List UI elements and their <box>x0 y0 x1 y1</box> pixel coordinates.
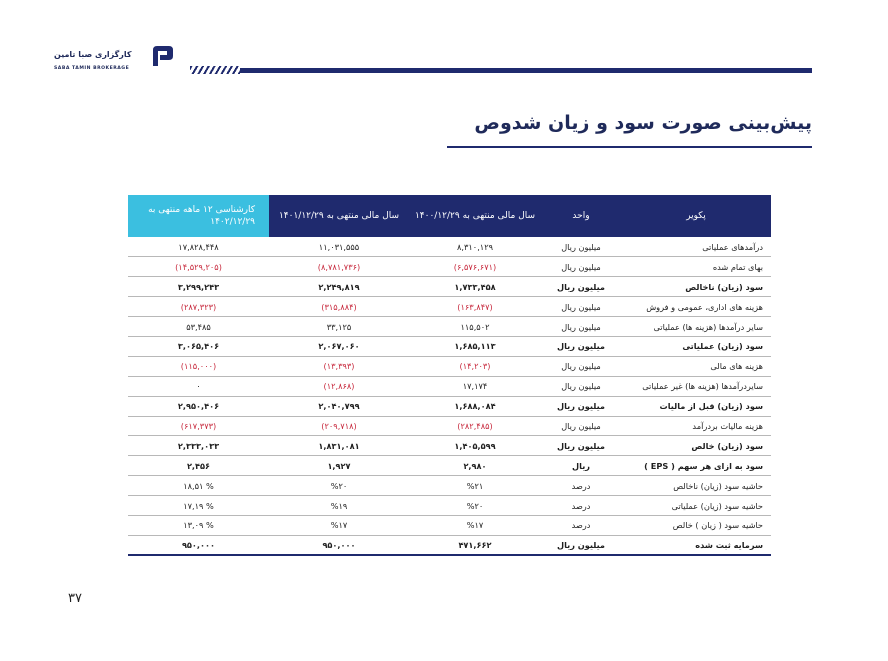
row-unit: میلیون ریال <box>541 277 621 297</box>
table-body <box>128 237 771 555</box>
row-value-1401: (۳۱۵,۸۸۴) <box>269 297 409 317</box>
row-unit: میلیون ریال <box>541 535 621 555</box>
row-value-1402: ۰ <box>128 376 269 396</box>
brand-logo-icon <box>151 44 175 68</box>
row-value-1400: (۱۴,۲۰۳) <box>409 356 541 376</box>
table-row <box>128 476 771 496</box>
row-item-label: حاشیه سود (زیان) عملیاتی <box>621 496 771 516</box>
row-unit: درصد <box>541 476 621 496</box>
row-value-1401: ۱,۹۲۷ <box>269 456 409 476</box>
row-value-1402: (۱۱۵,۰۰۰) <box>128 356 269 376</box>
table-row <box>128 257 771 277</box>
header-bar <box>240 68 812 73</box>
title-underline <box>447 146 812 148</box>
row-unit: میلیون ریال <box>541 317 621 337</box>
row-value-1401: ۲,۰۶۷,۰۶۰ <box>269 336 409 356</box>
row-value-1401: (۲۰۹,۷۱۸) <box>269 416 409 436</box>
table-row <box>128 356 771 376</box>
row-unit: میلیون ریال <box>541 436 621 456</box>
header-expert-1402: کارشناسی ۱۲ ماهه منتهی به ۱۴۰۲/۱۲/۲۹ <box>128 195 269 237</box>
row-value-1400: (۲۸۲,۴۸۵) <box>409 416 541 436</box>
table-row <box>128 535 771 555</box>
row-unit: میلیون ریال <box>541 416 621 436</box>
brand-latin-name: SABA TAMIN BROKERAGE <box>54 66 130 71</box>
row-value-1402: ۱۷,۸۲۸,۴۴۸ <box>128 237 269 257</box>
row-item-label: سود به ازای هر سهم ( EPS ) <box>621 456 771 476</box>
row-value-1401: (۱۲,۸۶۸) <box>269 376 409 396</box>
row-item-label: سایردرآمدها (هزینه ها) غیر عملیاتی <box>621 376 771 396</box>
row-unit: ریال <box>541 456 621 476</box>
table-row <box>128 376 771 396</box>
row-unit: میلیون ریال <box>541 336 621 356</box>
income-forecast-table <box>128 195 771 556</box>
row-value-1402: ۳,۰۶۵,۴۰۶ <box>128 336 269 356</box>
row-value-1400: %۲۱ <box>409 476 541 496</box>
row-value-1400: %۲۰ <box>409 496 541 516</box>
header-year-1400: سال مالی منتهی به ۱۴۰۰/۱۲/۲۹ <box>409 195 541 237</box>
row-unit: میلیون ریال <box>541 376 621 396</box>
row-value-1400: ۱۷,۱۷۴ <box>409 376 541 396</box>
row-item-label: حاشیه سود (زیان) ناخالص <box>621 476 771 496</box>
row-item-label: سایر درآمدها (هزینه ها) عملیاتی <box>621 317 771 337</box>
table-row <box>128 237 771 257</box>
row-value-1400: ۱,۴۰۵,۵۹۹ <box>409 436 541 456</box>
row-value-1401: (۸,۷۸۱,۷۳۶) <box>269 257 409 277</box>
brand-name: کارگزاری صبا تامین <box>54 50 132 59</box>
row-item-label: هزینه های مالی <box>621 356 771 376</box>
header-item: پکویر <box>621 195 771 237</box>
row-value-1400: ۱۱۵,۵۰۲ <box>409 317 541 337</box>
row-value-1402: (۶۱۷,۳۷۳) <box>128 416 269 436</box>
row-value-1400: ۸,۳۱۰,۱۲۹ <box>409 237 541 257</box>
row-item-label: سود (زیان) خالص <box>621 436 771 456</box>
row-item-label: سود (زیان) ناخالص <box>621 277 771 297</box>
table-row <box>128 496 771 516</box>
row-unit: درصد <box>541 515 621 535</box>
table-header-row <box>128 195 771 237</box>
row-value-1401: ۲,۲۴۹,۸۱۹ <box>269 277 409 297</box>
row-value-1400: ۲,۹۸۰ <box>409 456 541 476</box>
row-value-1401: ۹۵۰,۰۰۰ <box>269 535 409 555</box>
header-hatch-decoration <box>190 66 240 74</box>
row-value-1401: ۱,۸۳۱,۰۸۱ <box>269 436 409 456</box>
row-value-1401: %۱۹ <box>269 496 409 516</box>
row-unit: میلیون ریال <box>541 237 621 257</box>
table-row <box>128 396 771 416</box>
row-value-1402: % ۱۳,۰۹ <box>128 515 269 535</box>
table-row <box>128 336 771 356</box>
row-item-label: سود (زیان) عملیاتی <box>621 336 771 356</box>
row-item-label: هزینه مالیات بردرآمد <box>621 416 771 436</box>
row-value-1402: % ۱۷,۱۹ <box>128 496 269 516</box>
row-value-1401: ۲,۰۴۰,۷۹۹ <box>269 396 409 416</box>
page-number: ۳۷ <box>68 591 82 606</box>
row-value-1401: (۱۳,۳۹۳) <box>269 356 409 376</box>
table-row <box>128 515 771 535</box>
row-unit: درصد <box>541 496 621 516</box>
row-item-label: سرمایه ثبت شده <box>621 535 771 555</box>
row-value-1402: ۳,۲۹۹,۲۴۳ <box>128 277 269 297</box>
row-value-1402: ۲,۴۵۶ <box>128 456 269 476</box>
row-value-1402: (۱۴,۵۲۹,۲۰۵) <box>128 257 269 277</box>
row-unit: میلیون ریال <box>541 257 621 277</box>
row-value-1400: ۱,۷۳۳,۴۵۸ <box>409 277 541 297</box>
row-value-1402: ۲,۳۳۳,۰۳۳ <box>128 436 269 456</box>
table-row <box>128 456 771 476</box>
row-value-1401: %۱۷ <box>269 515 409 535</box>
header-unit: واحد <box>541 195 621 237</box>
row-item-label: درآمدهای عملیاتی <box>621 237 771 257</box>
row-value-1400: (۶,۵۷۶,۶۷۱) <box>409 257 541 277</box>
row-value-1401: ۳۳,۱۲۵ <box>269 317 409 337</box>
row-value-1400: ۴۷۱,۶۶۲ <box>409 535 541 555</box>
row-value-1401: %۲۰ <box>269 476 409 496</box>
brand-logo-block <box>54 38 174 80</box>
row-item-label: سود (زیان) قبل از مالیات <box>621 396 771 416</box>
row-unit: میلیون ریال <box>541 297 621 317</box>
row-value-1402: (۲۸۷,۳۲۳) <box>128 297 269 317</box>
header-year-1401: سال مالی منتهی به ۱۴۰۱/۱۲/۲۹ <box>269 195 409 237</box>
page-title: پیش‌بینی صورت سود و زیان شدوص <box>474 112 812 134</box>
table-row <box>128 317 771 337</box>
row-value-1400: %۱۷ <box>409 515 541 535</box>
table-row <box>128 416 771 436</box>
row-unit: میلیون ریال <box>541 396 621 416</box>
row-item-label: هزینه های اداری، عمومی و فروش <box>621 297 771 317</box>
table-row <box>128 277 771 297</box>
row-value-1402: ۹۵۰,۰۰۰ <box>128 535 269 555</box>
row-value-1400: ۱,۶۸۵,۱۱۳ <box>409 336 541 356</box>
table-row <box>128 436 771 456</box>
table-row <box>128 297 771 317</box>
row-item-label: بهای تمام شده <box>621 257 771 277</box>
row-unit: میلیون ریال <box>541 356 621 376</box>
row-value-1400: (۱۶۳,۸۴۷) <box>409 297 541 317</box>
row-item-label: حاشیه سود ( زیان ) خالص <box>621 515 771 535</box>
row-value-1401: ۱۱,۰۳۱,۵۵۵ <box>269 237 409 257</box>
row-value-1400: ۱,۶۸۸,۰۸۴ <box>409 396 541 416</box>
row-value-1402: ۲,۹۵۰,۴۰۶ <box>128 396 269 416</box>
row-value-1402: ۵۳,۴۸۵ <box>128 317 269 337</box>
row-value-1402: % ۱۸,۵۱ <box>128 476 269 496</box>
